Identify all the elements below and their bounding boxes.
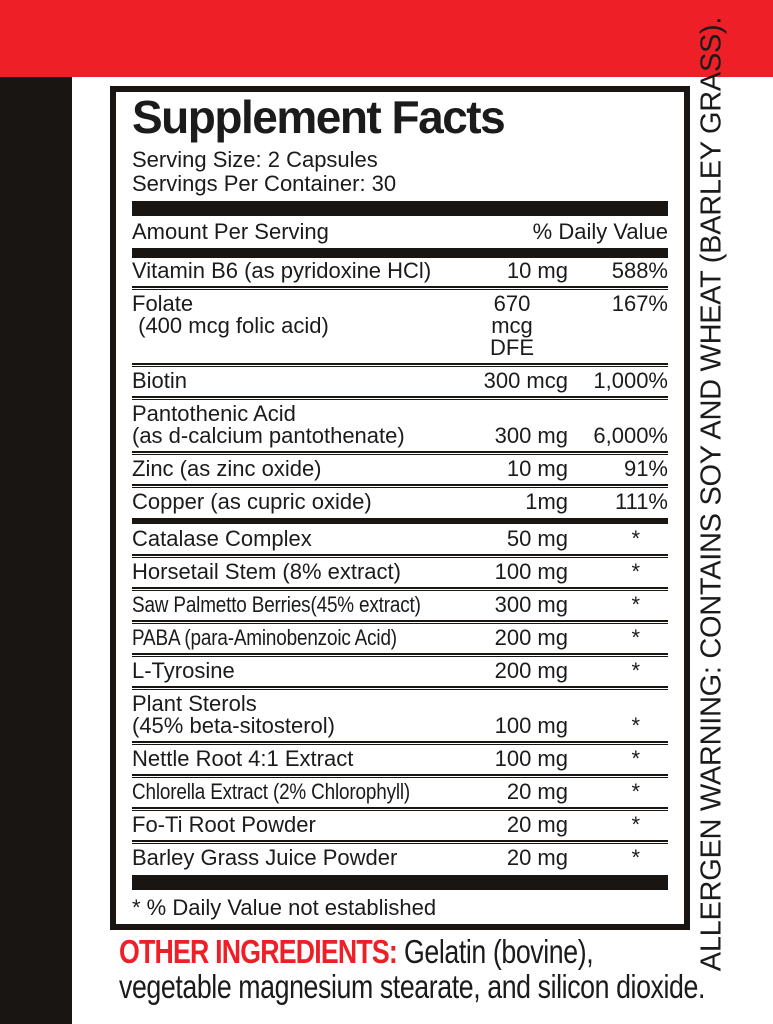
row-divider [132, 484, 668, 488]
ingredient-name: L-Tyrosine [132, 658, 235, 683]
ingredient-name: Zinc (as zinc oxide) [132, 456, 322, 481]
section-divider [132, 518, 668, 524]
row-divider [132, 807, 668, 811]
ingredient-daily-value: * [631, 526, 640, 551]
row-divider [132, 363, 668, 367]
ingredient-daily-value: 91% [623, 456, 668, 481]
ingredient-daily-value: * [631, 713, 640, 738]
ingredient-name: Pantothenic Acid (as d-calcium pantothenate) [132, 401, 405, 448]
ingredient-amount: 50 mg [506, 526, 568, 551]
ingredient-name: Fo-Ti Root Powder [132, 812, 316, 837]
panel-title: Supplement Facts [132, 91, 505, 143]
ingredient-daily-value: * [631, 845, 640, 870]
ingredient-amount: 100 mg [494, 559, 568, 584]
ingredient-daily-value: * [631, 592, 640, 617]
table-row [132, 746, 668, 773]
ingredient-name: Vitamin B6 (as pyridoxine HCl) [132, 258, 432, 283]
top-red-band [0, 0, 773, 77]
ingredient-name: Barley Grass Juice Powder [132, 845, 398, 870]
ingredient-name: Catalase Complex [132, 526, 312, 551]
ingredient-daily-value: * [631, 658, 640, 683]
row-divider [132, 620, 668, 624]
ingredient-daily-value: 6,000% [593, 423, 668, 448]
ingredient-amount: 300 mg [494, 592, 568, 617]
table-row [132, 401, 668, 450]
supplement-facts-panel [110, 86, 690, 930]
row-divider [132, 396, 668, 400]
ingredient-amount: 1mg [525, 489, 568, 514]
ingredient-amount: 10 mg [506, 456, 568, 481]
ingredient-daily-value: 1,000% [593, 368, 668, 393]
ingredient-name: Biotin [132, 368, 188, 393]
ingredient-amount: 200 mg [494, 658, 568, 683]
ingredient-daily-value: * [631, 746, 640, 771]
other-ingredients-line2: vegetable magnesium stearate, and silicon dioxide. [119, 968, 705, 1005]
row-divider [132, 451, 668, 455]
table-row [132, 625, 668, 652]
other-ingredients [119, 934, 751, 1004]
row-divider [132, 774, 668, 778]
table-row [132, 368, 668, 395]
ingredient-amount: 300 mg [494, 423, 568, 448]
ingredient-amount: 300 mcg [483, 368, 568, 393]
daily-value-footnote: * % Daily Value not established [132, 895, 437, 920]
ingredient-name: Copper (as cupric oxide) [132, 489, 372, 514]
ingredient-name: Nettle Root 4:1 Extract [132, 746, 354, 771]
row-divider [132, 587, 668, 591]
allergen-warning-vertical-text: ALLERGEN WARNING: CONTAINS SOY AND WHEAT (BARLEY GRASS). [695, 16, 728, 972]
ingredient-daily-value: * [631, 812, 640, 837]
other-ingredients-line1: Gelatin (bovine), [396, 933, 594, 970]
daily-value-header: % Daily Value [532, 219, 668, 244]
ingredient-name: Folate (400 mcg folic acid) [132, 291, 329, 338]
ingredient-amount: 20 mg [506, 779, 568, 804]
row-divider [132, 741, 668, 745]
table-row [132, 291, 668, 362]
table-row [132, 258, 668, 285]
ingredient-daily-value: 111% [614, 489, 668, 514]
amount-per-serving-header: Amount Per Serving [132, 219, 329, 244]
table-row [132, 526, 668, 553]
table-row [132, 812, 668, 839]
ingredient-name: PABA (para-Aminobenzoic Acid) [132, 625, 397, 650]
serving-size: Serving Size: 2 Capsules [132, 147, 378, 172]
ingredient-name: Plant Sterols (45% beta-sitosterol) [132, 691, 335, 738]
servings-per-container: Servings Per Container: 30 [132, 170, 397, 196]
ingredient-name: Saw Palmetto Berries(45% extract) [132, 592, 421, 617]
ingredient-amount: 10 mg [506, 258, 568, 283]
table-row [132, 592, 668, 619]
row-divider [132, 653, 668, 657]
ingredient-daily-value: 588% [611, 258, 668, 283]
ingredient-daily-value: * [631, 625, 640, 650]
table-row [132, 456, 668, 483]
ingredient-table [132, 258, 668, 872]
ingredient-daily-value: 167% [611, 291, 668, 316]
ingredient-daily-value: * [631, 559, 640, 584]
left-black-band [0, 77, 72, 1024]
table-row [132, 658, 668, 685]
section-bar [132, 201, 668, 216]
ingredient-amount: 20 mg [506, 812, 568, 837]
ingredient-amount: 100 mg [494, 713, 568, 738]
ingredient-name: Horsetail Stem (8% extract) [132, 559, 401, 584]
section-bar [132, 875, 668, 890]
ingredient-amount: 100 mg [494, 746, 568, 771]
row-divider [132, 554, 668, 558]
ingredient-amount: 20 mg [506, 845, 568, 870]
row-divider [132, 286, 668, 290]
row-divider [132, 686, 668, 690]
other-ingredients-label: OTHER INGREDIENTS: [119, 933, 397, 970]
table-row [132, 559, 668, 586]
table-row [132, 779, 668, 806]
table-row [132, 845, 668, 872]
ingredient-amount: 670 mcg DFE [490, 291, 534, 360]
ingredient-name: Chlorella Extract (2% Chlorophyll) [132, 779, 411, 804]
ingredient-amount: 200 mg [494, 625, 568, 650]
row-divider [132, 840, 668, 844]
ingredient-daily-value: * [631, 779, 640, 804]
table-row [132, 489, 668, 516]
table-row [132, 691, 668, 740]
table-header [132, 220, 668, 244]
section-bar [132, 248, 668, 258]
